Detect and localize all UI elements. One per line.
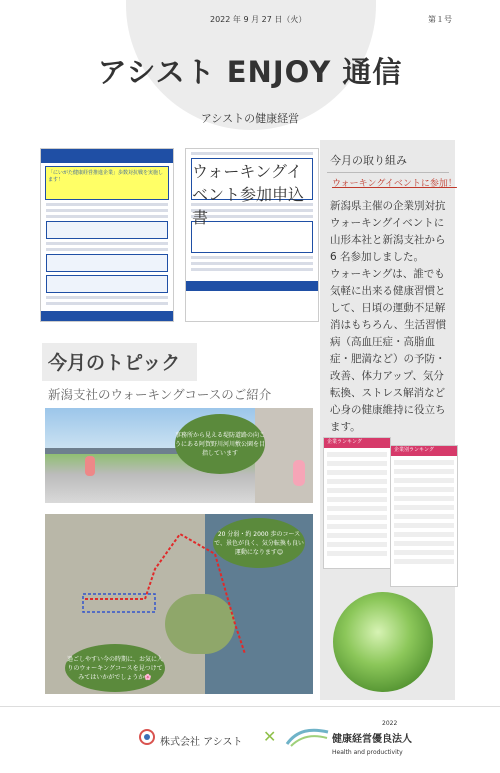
flyer-top-bar (41, 149, 173, 163)
company-logo-icon (138, 728, 156, 746)
award-english: Health and productivity (332, 749, 403, 756)
application-form-flyer (185, 148, 319, 322)
ranking-app-screenshot-2 (390, 445, 458, 587)
form-bottom-bar (186, 281, 318, 291)
company-name: 株式会社 アシスト (160, 737, 243, 748)
newsletter-title: アシスト ENJOY 通信 (97, 55, 403, 89)
embankment-photo (45, 408, 313, 503)
footer-divider (0, 706, 500, 707)
health-award-logo-icon (285, 726, 330, 748)
flyer-info-block (46, 221, 168, 239)
topic-subheading: 新潟支社のウォーキングコースのご紹介 (48, 387, 272, 402)
map-speech-bubble-bottom: 過ごしやすい今の時期に、お気に入りのウォーキングコースを見つけてみてはいかがでしょうか🌸 (65, 644, 165, 692)
sidebar-subheading: ウォーキングイベントに参加！ (332, 179, 457, 189)
sidebar-paragraph-1: 新潟県主催の企業別対抗ウォーキングイベントに山形本社と新潟支社から 6 名参加しました。 (330, 200, 446, 263)
award-name: 健康経営優良法人 (332, 734, 412, 745)
sidebar-heading: 今月の取り組み (330, 154, 407, 167)
flyer-bottom-bar (41, 311, 173, 321)
form-table: ウォーキングイベント参加申込書 (191, 158, 313, 200)
collaboration-x-icon: ✕ (263, 727, 277, 746)
topic-heading: 今月のトピック (48, 352, 181, 374)
ranking-app-screenshot-1 (323, 437, 391, 569)
flyer-app-block (46, 254, 168, 272)
walking-course-map (45, 514, 313, 694)
form-app-box (191, 221, 313, 253)
girl-illustration (293, 460, 305, 486)
flyer-ranking-block (46, 275, 168, 293)
walker-figure (85, 456, 95, 476)
photo-speech-bubble: 事務所から見える堤防道路の向こうにある阿賀野川河川敷公園を目指しています (175, 414, 265, 474)
app-header-bar: 企業ランキング (324, 438, 390, 448)
newsletter-subtitle: アシストの健康経営 (200, 112, 300, 125)
issue-date: 2022 年 9 月 27 日（火） (210, 15, 307, 24)
sidebar-paragraph-2: ウォーキングは、誰でも気軽に出来る健康習慣として、日頃の運動不足解消はもちろん、生活習慣病（高血圧症・高脂血症・肥満など）の予防・改善、体力アップ、気分転換、ストレス解消など心身の健康維持に役立ちます。 (330, 268, 447, 433)
award-year: 2022 (382, 720, 398, 727)
walking-event-flyer (40, 148, 174, 322)
celery-photo (333, 592, 433, 692)
sidebar-body (330, 198, 448, 436)
map-speech-bubble-top: 20 分弱・約 2000 歩のコースで、景色が良く、気分転換も良い運動になります😊 (213, 518, 305, 568)
sidebar-divider (327, 172, 449, 173)
flyer-headline: 「にいがた健康経営推進企業」歩数対抗戦を実施します！ (45, 166, 169, 200)
issue-number: 第１号 (428, 15, 452, 24)
app-header-bar: 企業別ランキング (391, 446, 457, 456)
